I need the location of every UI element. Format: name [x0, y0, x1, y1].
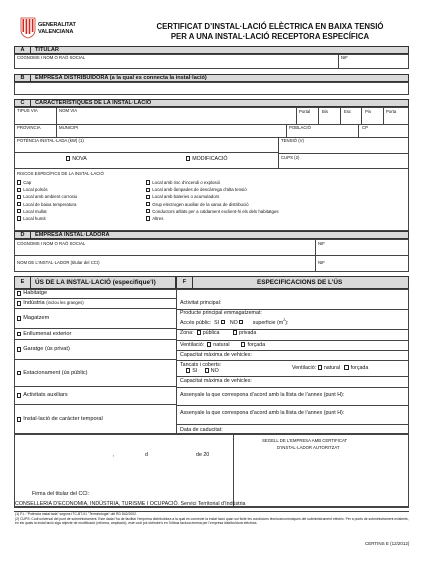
risk-item-left[interactable]	[17, 194, 77, 199]
section-e-header	[14, 276, 176, 289]
tancats-options: SI NO	[186, 368, 219, 374]
segell-line-1: SEGELL DE L’EMPRESA AMB CERTIFICAT	[262, 438, 348, 443]
use-label: Indústria	[23, 300, 45, 307]
risk-label: Local polsós	[23, 187, 48, 193]
section-f-header	[176, 276, 409, 289]
risk-checkbox[interactable]	[17, 202, 21, 206]
nova-checkbox[interactable]	[66, 156, 70, 160]
risk-checkbox[interactable]	[17, 188, 21, 192]
footnote-2: (2) CUPS: Codi universal del punt de subministrament. Este dada l’ha de facilitar l’empresa distribuïdora a la qual es connecte la instal·lació quan sol·licite les condicions tècnicoeconòmiques del subministrament elèctric. Per a punts de subministrament existents, en els quals la instal·lació siga objecte de modificació (reforma, ampliació), este codi pot obtindre’s en l’última factura emesa per l’empresa distribuïdora elèctrica.	[15, 517, 409, 526]
acces-si-checkbox[interactable]	[221, 320, 225, 324]
generalitat-logo-icon	[20, 17, 36, 39]
risk-checkbox[interactable]	[17, 180, 21, 184]
porta-label: Porta	[386, 109, 397, 114]
use-row[interactable]	[14, 289, 176, 299]
section-title: CARACTERÍSTIQUES DE LA INSTAL·LACIÓ	[35, 99, 152, 106]
risk-item-left[interactable]	[17, 216, 46, 221]
section-letter: A	[15, 47, 31, 53]
risk-label: Local amb ambient corrosiu	[23, 194, 78, 200]
distributor-field[interactable]	[14, 82, 409, 95]
potencia-label: POTÈNCIA INSTAL·LADA (kW) (1)	[17, 138, 84, 143]
use-label: Enllumenat exterior	[23, 330, 72, 337]
risk-item-right[interactable]	[146, 209, 279, 214]
risk-checkbox[interactable]	[17, 209, 21, 213]
portal-label: Portal	[299, 109, 311, 114]
ventilacio-forcada-checkbox[interactable]	[241, 342, 245, 346]
industria-note: (inclou les granges)	[46, 300, 84, 306]
section-letter: F	[177, 277, 193, 288]
acces-no-checkbox[interactable]	[239, 320, 243, 324]
section-b-header	[14, 74, 409, 82]
tancats-si-checkbox[interactable]	[186, 368, 190, 372]
zona-row: Zona: pública privada	[180, 330, 257, 336]
capacitat-label-2: Capacitat màxima de vehicles:	[180, 378, 252, 384]
risk-item-right[interactable]	[146, 180, 220, 185]
pis-label: Pis	[365, 109, 371, 114]
section-letter: C	[15, 100, 31, 106]
section-title: ÚS DE LA INSTAL·LACIÓ (especifique’l)	[35, 278, 156, 286]
risk-item-right[interactable]	[146, 194, 219, 199]
riscos-title: RISCOS ESPECÍFICS DE LA INSTAL·LACIÓ	[17, 171, 104, 176]
section-title: TITULAR	[35, 46, 59, 53]
section-title: ESPECIFICACIONS DE L’ÚS	[257, 278, 343, 286]
tipus-via-label: TIPUS VIA	[17, 108, 38, 113]
modificacio-checkbox[interactable]	[186, 156, 190, 160]
risk-label: Local amb làmpades de descàrrega d’alta tensió	[152, 187, 247, 193]
use-checkbox[interactable]	[17, 332, 21, 336]
section-c-header	[14, 99, 409, 107]
risk-checkbox[interactable]	[146, 209, 150, 213]
ventilacio-row-2: Ventilació: natural forçada	[292, 365, 369, 371]
assenyale-label-1: Assenyale la que correspona d’acord amb la llista de l’annex (punt H):	[180, 392, 345, 398]
date-de20-label: de 20	[196, 452, 210, 458]
use-label: Activitats auxiliars	[23, 392, 68, 399]
provincia-label: PROVINCIA	[17, 125, 41, 130]
form-code: CERTINS E (12/2012)	[365, 541, 410, 546]
esc-label: Esc	[344, 109, 352, 114]
section-letter: B	[15, 75, 31, 81]
risk-label: Grup electrogen auxiliar de la xarxa de distribució	[152, 201, 249, 207]
installer-name-label: NOM DE L’INSTAL·LADOR (titular del CCI)	[17, 260, 100, 265]
tancats-no-checkbox[interactable]	[205, 368, 209, 372]
use-row[interactable]	[14, 299, 176, 309]
use-row[interactable]	[14, 360, 176, 387]
titular-name-label: COGNOMS I NOM O RAÓ SOCIAL	[17, 55, 86, 60]
capacitat-label-1: Capacitat màxima de vehicles:	[180, 352, 252, 358]
date-comma: ,	[113, 452, 115, 458]
risk-label: Local humit	[23, 216, 46, 221]
installer-company-label: COGNOMS I NOM O RAÓ SOCIAL	[17, 241, 86, 246]
logo-line-1: GENERALITAT	[38, 22, 76, 28]
use-checkbox[interactable]	[17, 301, 21, 305]
risk-checkbox[interactable]	[146, 180, 150, 184]
footnote-1: (1) P.I.: "Potència instal·lada" segons ITC-BT-01 "Terminologia" del RD 842/2002.	[15, 512, 137, 516]
risk-item-left[interactable]	[17, 180, 31, 185]
use-checkbox[interactable]	[17, 347, 21, 351]
risk-checkbox[interactable]	[146, 195, 150, 199]
risk-label: Local amb risc d’incendi o explosió	[152, 180, 221, 185]
risk-item-left[interactable]	[17, 187, 48, 192]
use-label: Instal·lació de caràcter temporal	[23, 416, 103, 423]
section-letter: E	[15, 277, 31, 288]
title-line-2: PER A UNA INSTAL·LACIÓ RECEPTORA ESPECÍFICA	[170, 31, 370, 41]
municipi-label: MUNICIPI	[59, 125, 79, 130]
nom-via-label: NOM VIA	[59, 108, 78, 113]
activitat-label: Activitat principal:	[180, 300, 222, 306]
risk-checkbox[interactable]	[146, 188, 150, 192]
risk-item-left[interactable]	[17, 202, 76, 207]
nova-option[interactable]: NOVA	[66, 156, 87, 162]
risk-label: Local de baixa temperatura	[23, 201, 77, 207]
firma-label: Firma del titular del CCI:	[32, 491, 90, 497]
data-caducitat-label: Data de caducitat:	[180, 427, 223, 433]
page-title	[120, 22, 420, 41]
section-title: EMPRESA DISTRIBUÏDORA (a la qual es connecta la instal·lació)	[35, 74, 207, 81]
ventilacio-natural-checkbox[interactable]	[207, 342, 211, 346]
assenyale-label-2: Assenyale la que correspona d’acord amb la llista de l’annex (punt H):	[180, 410, 345, 416]
use-label: Estacionament (ús públic)	[23, 369, 88, 376]
risk-label: Conductors aïllats per a caldament exclient-hi els dels habitatges	[152, 208, 279, 214]
date-de-label: d	[145, 452, 148, 458]
use-row[interactable]	[14, 329, 176, 340]
bis-label: Bis	[322, 109, 328, 114]
risk-label: Altres	[152, 216, 164, 221]
use-label: Habitatge	[23, 290, 48, 297]
logo	[20, 15, 80, 49]
risk-item-right[interactable]	[146, 187, 247, 192]
use-checkbox[interactable]	[17, 291, 21, 295]
risk-checkbox[interactable]	[17, 195, 21, 199]
installer-company-nif-label: NIF	[318, 241, 325, 246]
risk-label: Cap	[23, 180, 32, 185]
use-checkbox[interactable]	[17, 371, 21, 375]
ventilacio2-natural-checkbox[interactable]	[318, 365, 322, 369]
section-letter: D	[15, 232, 31, 238]
section-a-header	[14, 46, 409, 54]
use-row[interactable]	[14, 387, 176, 405]
zona-publica-checkbox[interactable]	[197, 330, 201, 334]
use-label: Garatge (ús privat)	[23, 346, 70, 353]
section-d-header	[14, 231, 409, 239]
risk-item-right[interactable]	[146, 216, 163, 221]
cups-label: CUPS (2)	[281, 155, 300, 160]
use-row[interactable]	[14, 340, 176, 360]
use-checkbox[interactable]	[17, 316, 21, 320]
use-row[interactable]	[14, 309, 176, 329]
use-label: Magatzem	[23, 315, 50, 322]
section-title: EMPRESA INSTAL·LADORA	[35, 231, 110, 238]
titular-nif-label: NIF	[341, 55, 348, 60]
logo-line-2: VALENCIANA	[38, 29, 74, 35]
use-checkbox[interactable]	[17, 393, 21, 397]
modificacio-option[interactable]: MODIFICACIÓ	[186, 156, 228, 162]
acces-row: Accés públic: SI NO superficie $(m^2)$:	[180, 318, 289, 326]
cp-label: CP	[362, 125, 368, 130]
poblacio-label: POBLACIÓ	[289, 125, 311, 130]
segell-line-2: D’INSTAL·LADOR AUTORITZAT	[277, 445, 340, 450]
risk-label: Local mullat	[23, 208, 47, 214]
risk-label: Local amb bateries o acumuladors	[152, 194, 220, 200]
risk-checkbox[interactable]	[146, 216, 150, 220]
ventilacio-row-1: Ventilació: natural forçada	[180, 342, 266, 348]
risk-item-left[interactable]	[17, 209, 47, 214]
ventilacio2-forcada-checkbox[interactable]	[344, 365, 348, 369]
installer-nif-label: NIF	[318, 260, 325, 265]
conselleria-text: CONSELLERIA D’ECONOMIA, INDÚSTRIA, TURISME I OCUPACIÓ. Servici Territorial d’Indústria	[15, 501, 246, 507]
zona-privada-checkbox[interactable]	[233, 330, 237, 334]
tensio-label: TENSIÓ (V)	[281, 138, 304, 143]
risk-checkbox[interactable]	[146, 202, 150, 206]
tancats-label: Tancats i coberts:	[180, 362, 222, 368]
producte-label: Producte principal emmagatzemat:	[180, 310, 262, 316]
use-row[interactable]	[14, 405, 176, 434]
use-checkbox[interactable]	[17, 417, 21, 421]
title-line-1: CERTIFICAT D’INSTAL·LACIÓ ELÈCTRICA EN BAIXA TENSIÓ	[156, 22, 384, 31]
risk-checkbox[interactable]	[17, 216, 21, 220]
risk-item-right[interactable]	[146, 202, 249, 207]
